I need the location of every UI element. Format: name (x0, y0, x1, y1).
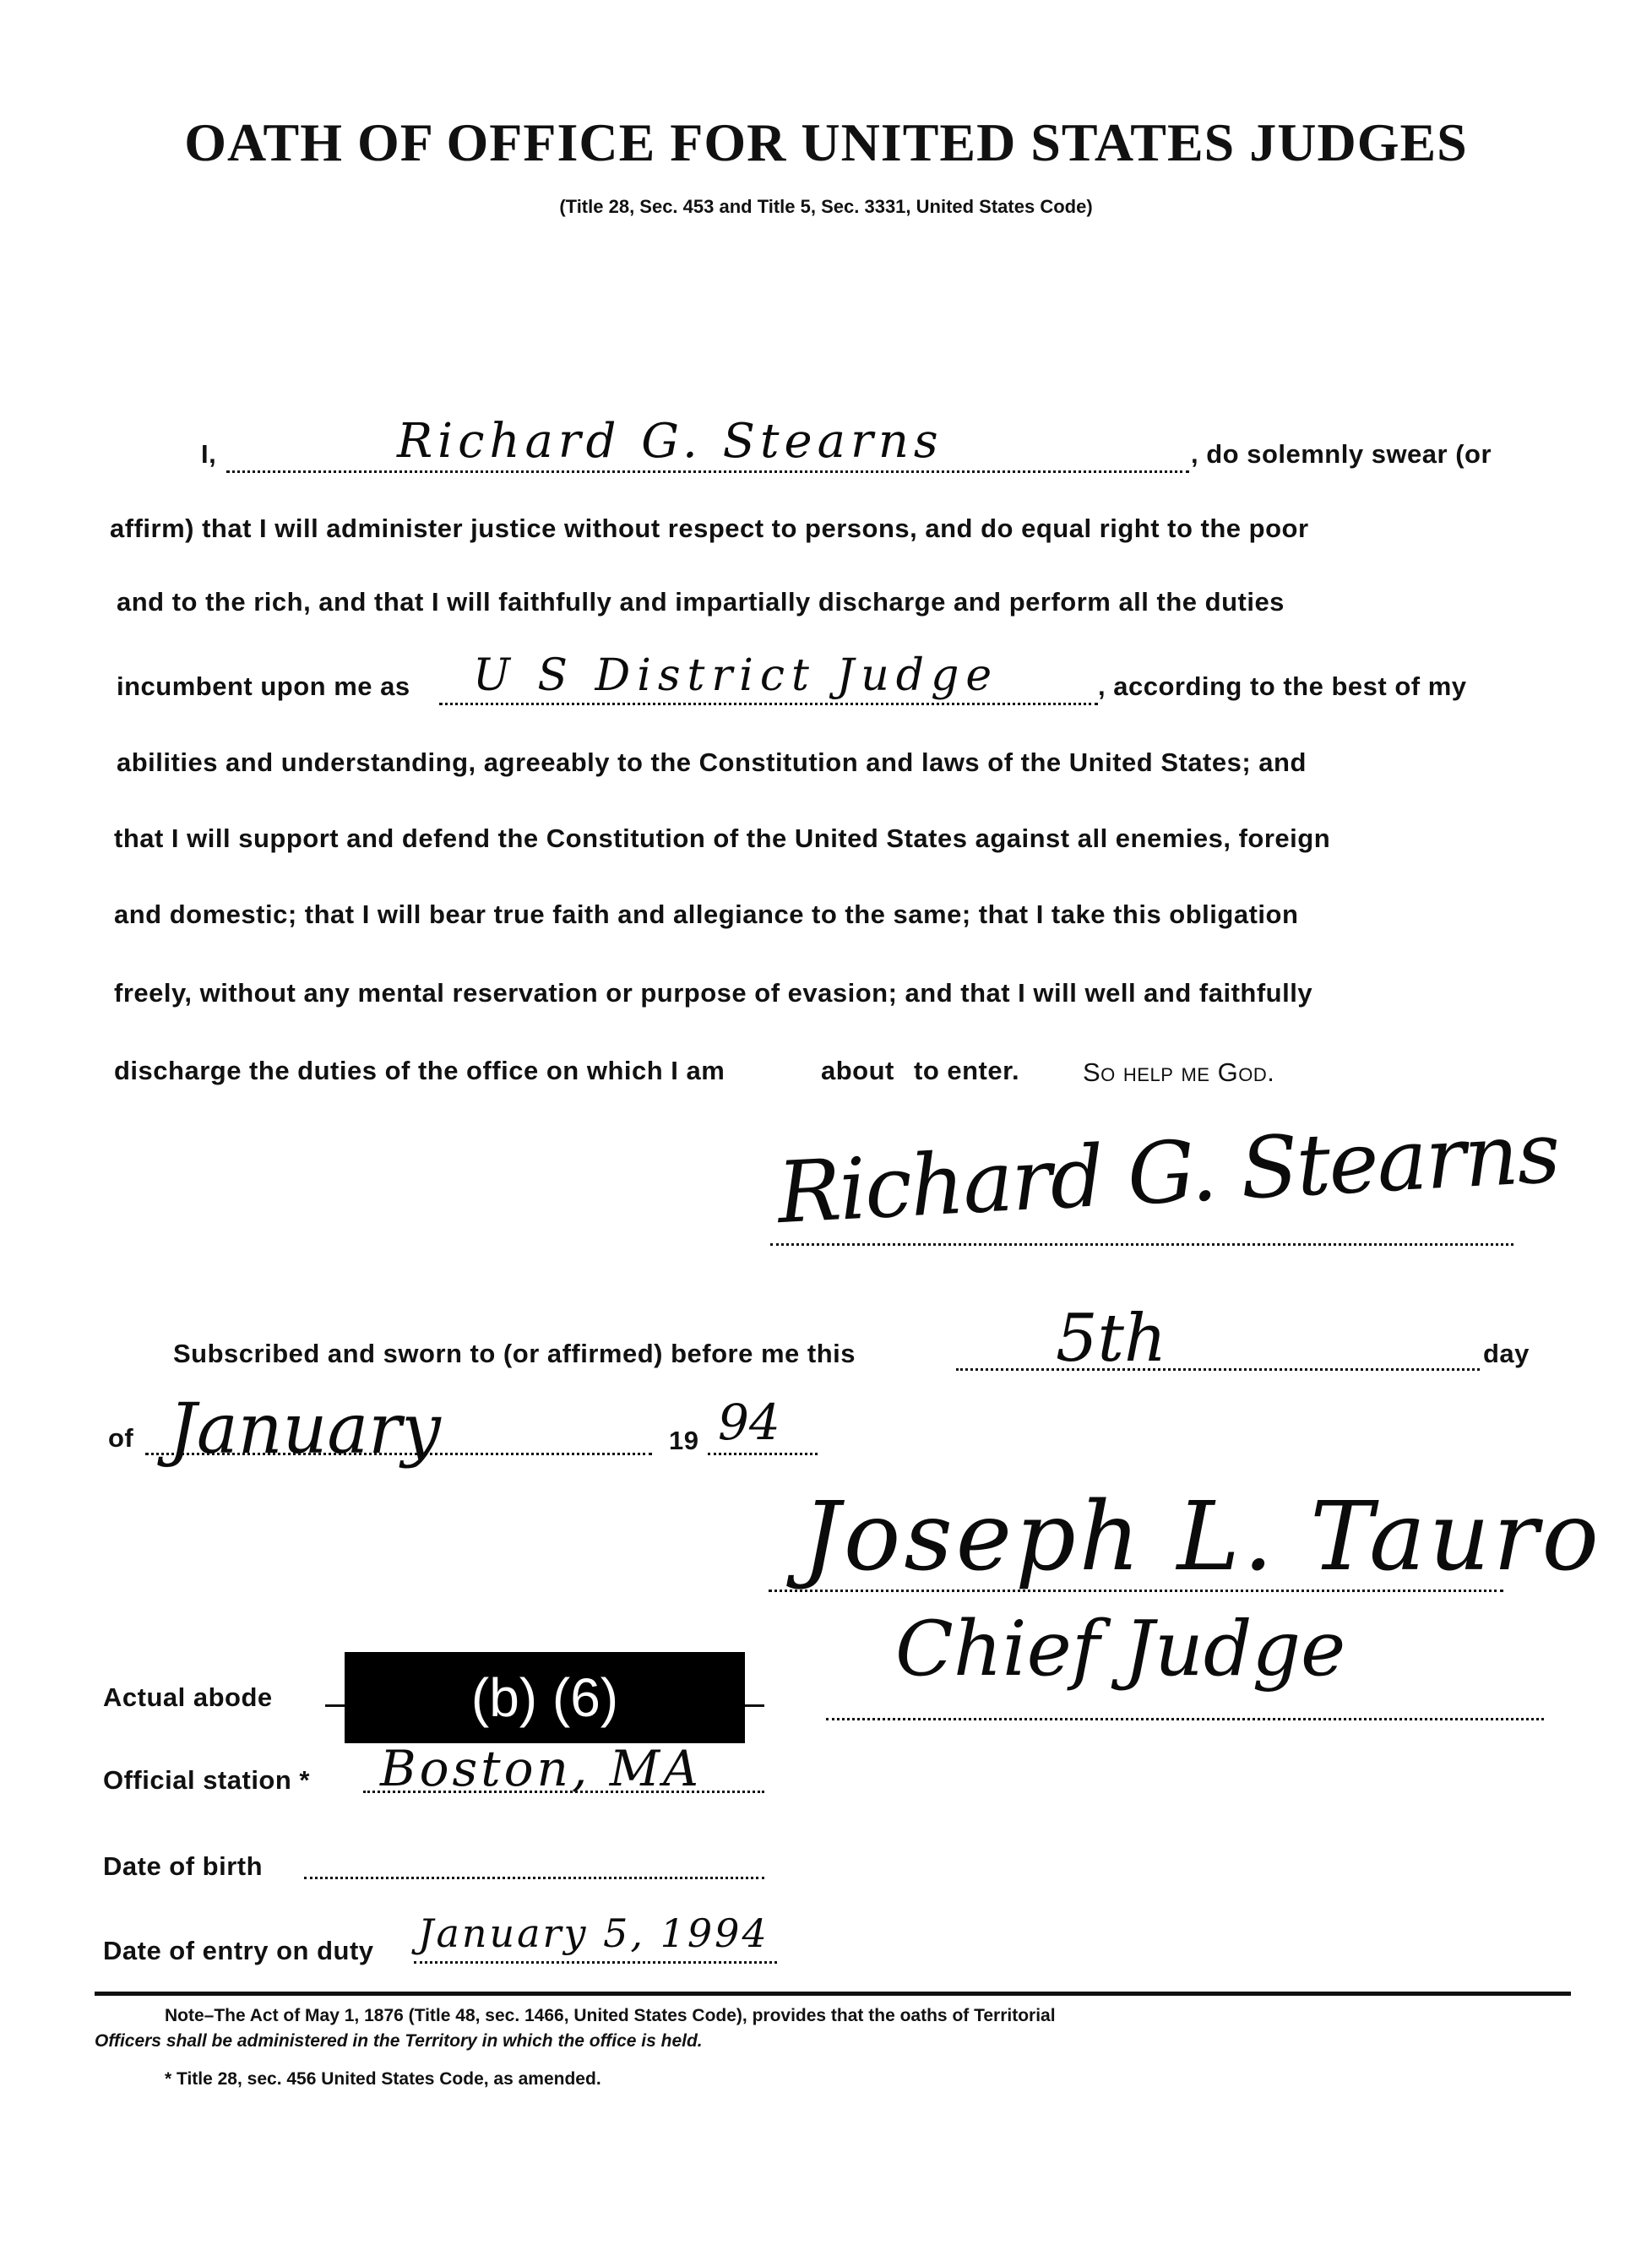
entry-handwritten: January 5, 1994 (418, 1910, 769, 1956)
birth-label: Date of birth (103, 1851, 264, 1881)
footer-rule (95, 1992, 1571, 1996)
month-handwritten: January (169, 1389, 441, 1470)
officer-signature-line (769, 1588, 1503, 1592)
oath-prefix: I, (201, 439, 217, 469)
oath-line-9-suffix: to enter. (914, 1056, 1020, 1085)
position-fill-line (439, 701, 1098, 705)
year-fill-line (708, 1451, 818, 1455)
entry-fill-line (414, 1959, 777, 1964)
oath-closing: So help me God. (1083, 1057, 1275, 1087)
day-handwritten: 5th (1056, 1301, 1167, 1377)
oath-line-2: affirm) that I will administer justice without respect to persons, and do equal right to the poor (110, 514, 1309, 543)
name-fill-line (226, 469, 1189, 473)
year-prefix: 19 (669, 1426, 699, 1455)
of-label: of (108, 1423, 134, 1453)
oath-line-3: and to the rich, and that I will faithfully and impartially discharge and perform all the duties (117, 587, 1285, 617)
judge-signature: Richard G. Stearns (774, 1102, 1562, 1243)
officer-title-line (826, 1716, 1544, 1720)
oath-line-4-prefix: incumbent upon me as (117, 671, 410, 701)
oath-line-5: abilities and understanding, agreeably to the Constitution and laws of the United States; and (117, 747, 1307, 777)
oath-line-7: and domestic; that I will bear true faith and allegiance to the same; that I take this obligation (114, 899, 1299, 929)
note-line-1: Note–The Act of May 1, 1876 (Title 48, sec. 1466, United States Code), provides that the oaths of Territorial (165, 2006, 1056, 2025)
abode-redaction: (b) (6) (345, 1652, 745, 1743)
station-label: Official station * (103, 1765, 310, 1795)
station-handwritten: Boston, MA (380, 1740, 703, 1797)
asterisk-note: * Title 28, sec. 456 United States Code, as amended. (165, 2069, 601, 2089)
judge-signature-line (770, 1242, 1513, 1246)
year-handwritten: 94 (718, 1394, 780, 1451)
oath-line-9-prefix: discharge the duties of the office on which I am (114, 1056, 725, 1085)
oath-line-8: freely, without any mental reservation or purpose of evasion; and that I will well and faithfully (114, 978, 1313, 1008)
day-fill-line (956, 1367, 1480, 1371)
document-title: OATH OF OFFICE FOR UNITED STATES JUDGES (184, 112, 1468, 172)
oath-after-name: , do solemnly swear (or (1191, 439, 1492, 469)
note-line-2: Officers shall be administered in the Territory in which the office is held. (95, 2031, 703, 2051)
entry-label: Date of entry on duty (103, 1936, 374, 1965)
sworn-label: Subscribed and sworn to (or affirmed) before me this (173, 1339, 856, 1368)
officer-signature: Joseph L. Tauro (802, 1482, 1602, 1592)
oath-line-9-word: about (821, 1056, 894, 1085)
abode-label: Actual abode (103, 1682, 273, 1712)
name-handwritten: Richard G. Stearns (397, 414, 943, 469)
day-label: day (1483, 1339, 1530, 1368)
officer-title: Chief Judge (895, 1605, 1346, 1693)
oath-line-4-suffix: , according to the best of my (1098, 671, 1467, 701)
document-subtitle: (Title 28, Sec. 453 and Title 5, Sec. 3331, United States Code) (559, 196, 1093, 217)
oath-line-6: that I will support and defend the Constitution of the United States against all enemies, foreign (114, 823, 1331, 853)
birth-fill-line (304, 1875, 764, 1879)
position-handwritten: U S District Judge (473, 650, 999, 701)
